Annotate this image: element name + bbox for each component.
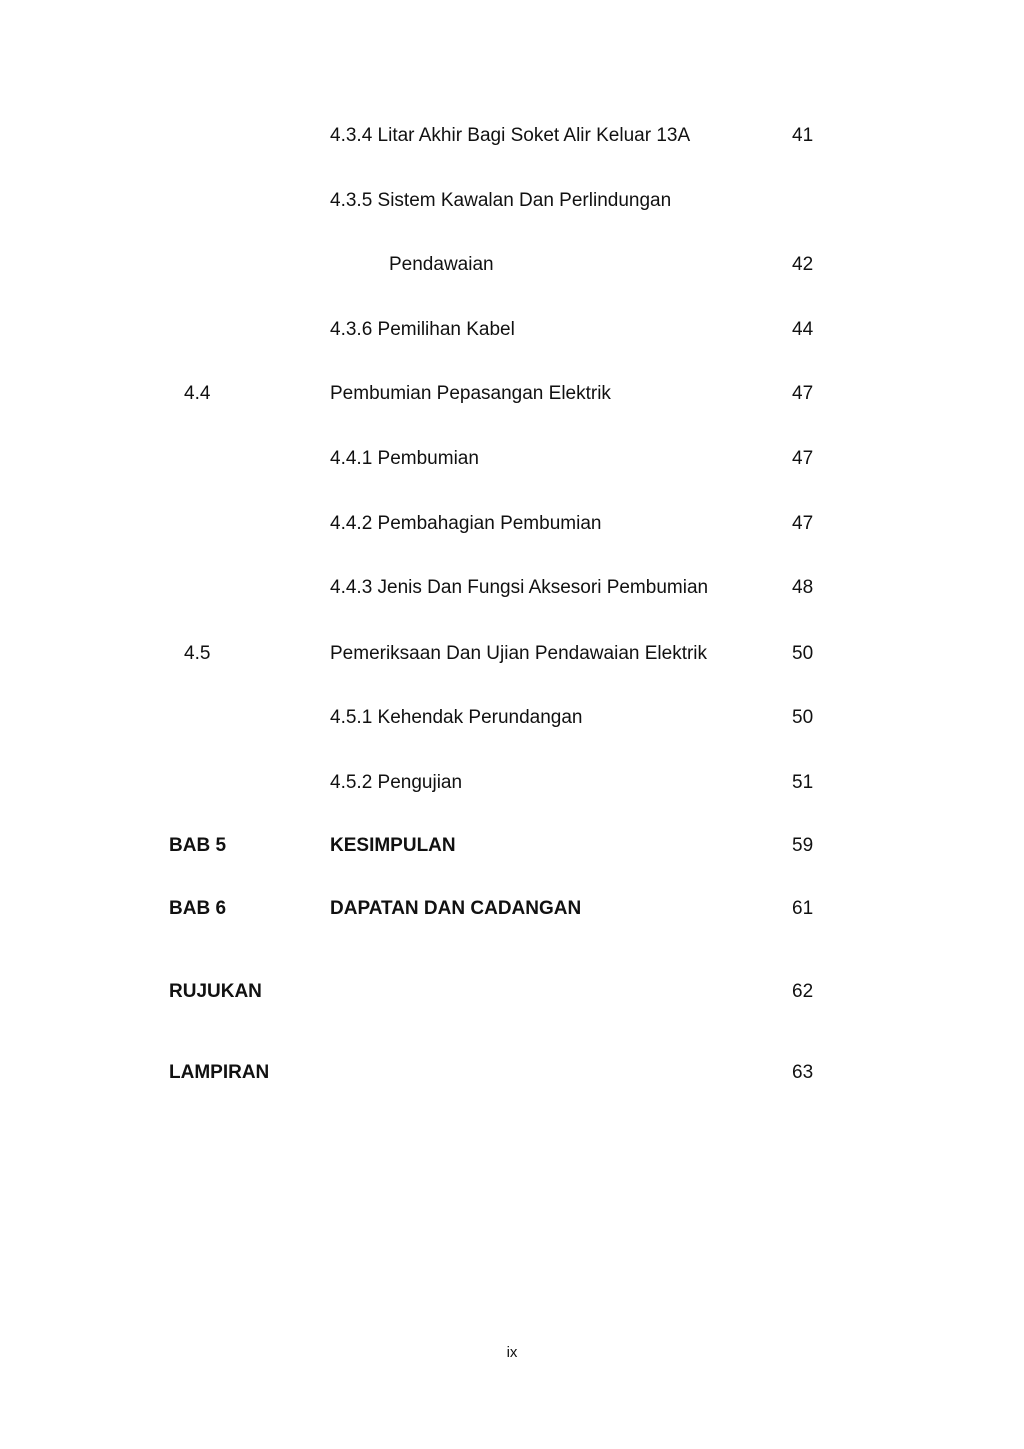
toc-entry-lampiran — [0, 1058, 1024, 1088]
toc-entry-4-3-6 — [0, 315, 1024, 345]
toc-entry-4-5 — [0, 639, 1024, 669]
toc-entry-4-4-2 — [0, 509, 1024, 539]
toc-entry-title: 4.5.2 Pengujian — [330, 772, 463, 793]
toc-entry-page: 47 — [792, 383, 814, 404]
toc-entry-4-4 — [0, 379, 1024, 409]
toc-entry-4-3-5-continued — [0, 250, 1024, 280]
toc-section-heading: RUJUKAN — [169, 981, 262, 1002]
toc-entry-bab-6 — [0, 894, 1024, 924]
toc-entry-bab-5 — [0, 831, 1024, 861]
toc-entry-page: 48 — [792, 577, 814, 598]
toc-chapter-number: BAB 5 — [169, 835, 227, 856]
toc-section-heading: LAMPIRAN — [169, 1062, 270, 1083]
toc-entry-4-4-1 — [0, 444, 1024, 474]
toc-entry-title: 4.4.2 Pembahagian Pembumian — [330, 513, 602, 534]
toc-entry-page: 44 — [792, 319, 814, 340]
toc-entry-page: 50 — [792, 643, 814, 664]
toc-entry-4-3-4 — [0, 121, 1024, 151]
toc-entry-title: 4.3.5 Sistem Kawalan Dan Perlindungan — [330, 190, 672, 211]
toc-entry-page: 61 — [792, 898, 814, 919]
toc-entry-title: 4.3.4 Litar Akhir Bagi Soket Alir Keluar 13A — [330, 125, 691, 146]
toc-entry-title: 4.4.3 Jenis Dan Fungsi Aksesori Pembumian — [330, 577, 709, 598]
toc-entry-4-3-5 — [0, 186, 1024, 216]
toc-entry-4-4-3 — [0, 573, 1024, 603]
toc-chapter-title: DAPATAN DAN CADANGAN — [330, 898, 582, 919]
toc-chapter-title: KESIMPULAN — [330, 835, 456, 856]
toc-entry-page: 50 — [792, 707, 814, 728]
toc-entry-page: 47 — [792, 448, 814, 469]
toc-chapter-number: BAB 6 — [169, 898, 227, 919]
toc-entry-title: 4.3.6 Pemilihan Kabel — [330, 319, 515, 340]
toc-entry-page: 51 — [792, 772, 814, 793]
toc-entry-page: 63 — [792, 1062, 814, 1083]
toc-entry-number: 4.4 — [184, 383, 211, 404]
toc-entry-4-5-1 — [0, 703, 1024, 733]
page-number: ix — [506, 1344, 518, 1361]
toc-entry-title: 4.5.1 Kehendak Perundangan — [330, 707, 583, 728]
toc-entry-number: 4.5 — [184, 643, 211, 664]
toc-entry-title: Pemeriksaan Dan Ujian Pendawaian Elektrik — [330, 643, 708, 664]
toc-entry-title: 4.4.1 Pembumian — [330, 448, 479, 469]
toc-entry-page: 59 — [792, 835, 814, 856]
toc-entry-rujukan — [0, 977, 1024, 1007]
toc-entry-page: 62 — [792, 981, 814, 1002]
toc-entry-page: 47 — [792, 513, 814, 534]
toc-entry-title: Pendawaian — [389, 254, 494, 275]
toc-entry-title: Pembumian Pepasangan Elektrik — [330, 383, 611, 404]
toc-entry-page: 41 — [792, 125, 814, 146]
toc-entry-4-5-2 — [0, 768, 1024, 798]
toc-entry-page: 42 — [792, 254, 814, 275]
